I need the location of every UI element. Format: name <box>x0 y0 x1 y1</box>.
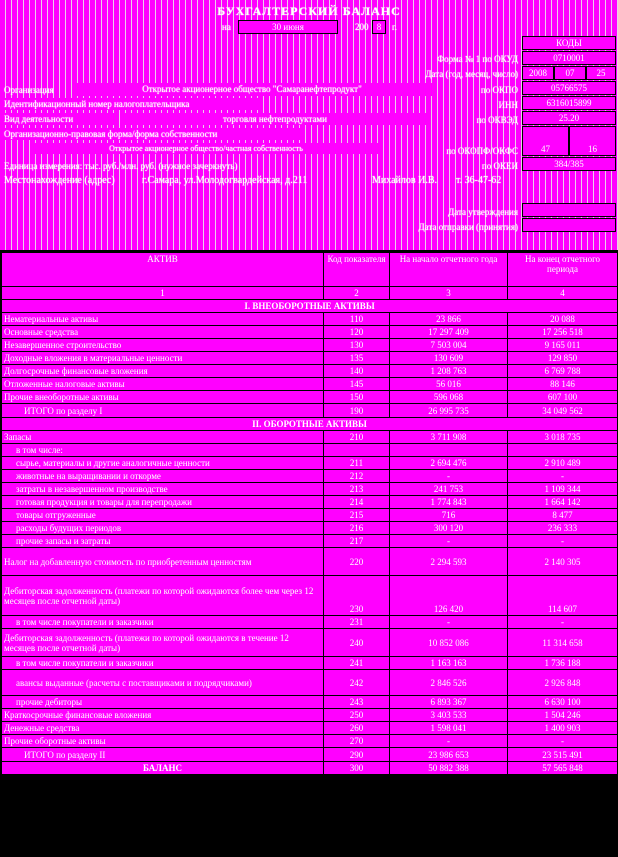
row-begin-value: 2 846 526 <box>390 670 508 696</box>
row-code: 250 <box>324 709 390 722</box>
year-prefix: 200 <box>355 22 369 32</box>
row-begin-value: 1 163 163 <box>390 657 508 670</box>
row-end-value: 236 333 <box>508 522 618 535</box>
approve-date-label: Дата утверждения <box>448 207 518 217</box>
row-begin-value: 300 120 <box>390 522 508 535</box>
table-row <box>2 748 618 762</box>
activity-value: торговля нефтепродуктами <box>120 113 430 125</box>
row-label: Отложенные налоговые активы <box>2 378 324 391</box>
column-header-asset: АКТИВ <box>2 253 324 287</box>
table-row <box>2 616 618 629</box>
row-begin-value: 1 598 041 <box>390 722 508 735</box>
column-number-row <box>2 287 618 300</box>
legal-form-label: Организационно-правовая форма/форма собственности <box>2 128 302 140</box>
column-header-end: На конец отчетного периода <box>508 253 618 287</box>
balance-total-row <box>2 762 618 775</box>
okei-code: 384/385 <box>522 157 616 171</box>
year-digit-field: 8 <box>372 20 386 34</box>
row-label: Прочие оборотные активы <box>2 735 324 748</box>
form-label: Форма № 1 по ОКУД <box>437 54 518 64</box>
row-label: в том числе: <box>2 444 324 457</box>
row-begin-value: 2 694 476 <box>390 457 508 470</box>
row-end-value: 2 926 848 <box>508 670 618 696</box>
legal-form-value: Открытое акционерное общество/частная собственность <box>30 143 382 154</box>
row-begin-value: 130 609 <box>390 352 508 365</box>
section-header-row <box>2 418 618 431</box>
row-label: Дебиторская задолженность (платежи по которой ожидаются более чем через 12 месяцев после отчетной даты) <box>2 576 324 616</box>
row-code: 211 <box>324 457 390 470</box>
row-label: Дебиторская задолженность (платежи по которой ожидаются в течение 12 месяцев после отчетной даты) <box>2 629 324 657</box>
column-number-4: 4 <box>508 287 618 300</box>
contact-person: Михайлов И.В. <box>372 175 438 186</box>
row-code: 230 <box>324 576 390 616</box>
row-end-value: - <box>508 735 618 748</box>
row-code: 214 <box>324 496 390 509</box>
table-row <box>2 313 618 326</box>
row-code: 300 <box>324 762 390 775</box>
row-begin-value: 56 016 <box>390 378 508 391</box>
row-begin-value: 50 882 388 <box>390 762 508 775</box>
row-begin-value: - <box>390 470 508 483</box>
row-label: прочие запасы и затраты <box>2 535 324 548</box>
row-code <box>324 444 390 457</box>
balance-table <box>1 252 618 775</box>
row-begin-value: 17 297 409 <box>390 326 508 339</box>
table-row <box>2 339 618 352</box>
row-label: ИТОГО по разделу II <box>2 748 324 762</box>
okopf-code: 47 <box>522 126 569 156</box>
row-end-value: 114 607 <box>508 576 618 616</box>
send-date-label: Дата отправки (принятия) <box>418 222 518 232</box>
table-row <box>2 352 618 365</box>
activity-label: Вид деятельности <box>2 113 118 125</box>
column-header-begin: На начало отчетного года <box>390 253 508 287</box>
table-row <box>2 670 618 696</box>
row-label: затраты в незавершенном производстве <box>2 483 324 496</box>
row-begin-value: 126 420 <box>390 576 508 616</box>
row-label: Запасы <box>2 431 324 444</box>
row-begin-value: 7 503 004 <box>390 339 508 352</box>
row-end-value: 2 140 305 <box>508 548 618 576</box>
table-row <box>2 496 618 509</box>
phone-number: т. 36-47-62 <box>456 175 502 186</box>
table-row <box>2 365 618 378</box>
row-end-value: 1 109 344 <box>508 483 618 496</box>
table-row <box>2 509 618 522</box>
row-label: Основные средства <box>2 326 324 339</box>
row-begin-value: 10 852 086 <box>390 629 508 657</box>
inn-code: 6316015899 <box>522 96 616 110</box>
row-end-value: - <box>508 535 618 548</box>
row-code: 110 <box>324 313 390 326</box>
section-header-row <box>2 300 618 313</box>
row-end-value: 607 100 <box>508 391 618 404</box>
row-end-value <box>508 444 618 457</box>
table-row <box>2 326 618 339</box>
row-code: 212 <box>324 470 390 483</box>
okved-code: 25.20 <box>522 111 616 125</box>
row-end-value: 1 504 246 <box>508 709 618 722</box>
year-suffix: г. <box>392 22 397 32</box>
row-code: 120 <box>324 326 390 339</box>
row-code: 217 <box>324 535 390 548</box>
row-end-value: - <box>508 616 618 629</box>
table-row <box>2 431 618 444</box>
okpo-code: 05766575 <box>522 81 616 95</box>
date-year-code: 2008 <box>522 66 554 80</box>
table-row <box>2 722 618 735</box>
table-row <box>2 629 618 657</box>
row-begin-value: 2 294 593 <box>390 548 508 576</box>
table-row <box>2 657 618 670</box>
row-code: 242 <box>324 670 390 696</box>
row-label: Долгосрочные финансовые вложения <box>2 365 324 378</box>
row-end-value: 1 664 142 <box>508 496 618 509</box>
row-begin-value: 26 995 735 <box>390 404 508 418</box>
unit-label: Единица измерения: тыс. руб./млн. руб. (нужное зачеркнуть) <box>4 161 238 171</box>
row-begin-value: - <box>390 535 508 548</box>
table-row <box>2 709 618 722</box>
table-row <box>2 457 618 470</box>
date-month-code: 07 <box>554 66 586 80</box>
row-begin-value <box>390 444 508 457</box>
row-code: 231 <box>324 616 390 629</box>
row-label: расходы будущих периодов <box>2 522 324 535</box>
row-begin-value: - <box>390 616 508 629</box>
row-begin-value: 1 774 843 <box>390 496 508 509</box>
row-code: 145 <box>324 378 390 391</box>
row-end-value: 23 515 491 <box>508 748 618 762</box>
row-end-value: 3 018 735 <box>508 431 618 444</box>
row-end-value: 6 630 100 <box>508 696 618 709</box>
row-label: Незавершенное строительство <box>2 339 324 352</box>
row-code: 213 <box>324 483 390 496</box>
row-code: 290 <box>324 748 390 762</box>
row-begin-value: - <box>390 735 508 748</box>
row-end-value: 9 165 011 <box>508 339 618 352</box>
row-label: животные на выращивании и откорме <box>2 470 324 483</box>
row-label: Доходные вложения в материальные ценности <box>2 352 324 365</box>
inn-abbr: ИНН <box>498 100 518 110</box>
row-code: 140 <box>324 365 390 378</box>
table-row <box>2 483 618 496</box>
row-label: Нематериальные активы <box>2 313 324 326</box>
row-end-value: 1 400 903 <box>508 722 618 735</box>
row-label: прочие дебиторы <box>2 696 324 709</box>
row-code: 241 <box>324 657 390 670</box>
row-label: готовая продукция и товары для перепродажи <box>2 496 324 509</box>
row-label: ИТОГО по разделу I <box>2 404 324 418</box>
row-end-value: 1 736 188 <box>508 657 618 670</box>
row-code: 243 <box>324 696 390 709</box>
row-end-value: 34 049 562 <box>508 404 618 418</box>
row-begin-value: 241 753 <box>390 483 508 496</box>
row-label: в том числе покупатели и заказчики <box>2 616 324 629</box>
column-number-2: 2 <box>324 287 390 300</box>
okpo-label: по ОКПО <box>480 85 518 95</box>
row-begin-value: 3 403 533 <box>390 709 508 722</box>
section-title: I. ВНЕОБОРОТНЫЕ АКТИВЫ <box>2 300 618 313</box>
row-end-value: 57 565 848 <box>508 762 618 775</box>
address-label: Местонахождение (адрес) <box>4 175 115 186</box>
table-row <box>2 696 618 709</box>
address-value: г.Самара, ул.Молодогвардейская, д.211 <box>142 175 308 186</box>
row-begin-value: 1 208 763 <box>390 365 508 378</box>
row-label: в том числе покупатели и заказчики <box>2 657 324 670</box>
column-header-code: Код показателя <box>324 253 390 287</box>
table-row <box>2 470 618 483</box>
row-begin-value: 716 <box>390 509 508 522</box>
date-label: Дата (год, месяц, число) <box>425 69 518 79</box>
okfs-code: 16 <box>569 126 616 156</box>
row-label: Краткосрочные финансовые вложения <box>2 709 324 722</box>
date-on-label: на <box>222 22 231 32</box>
row-code: 190 <box>324 404 390 418</box>
row-end-value: 129 850 <box>508 352 618 365</box>
row-end-value: - <box>508 470 618 483</box>
table-row <box>2 522 618 535</box>
row-code: 216 <box>324 522 390 535</box>
row-label: БАЛАНС <box>2 762 324 775</box>
row-label: сырье, материалы и другие аналогичные ценности <box>2 457 324 470</box>
row-end-value: 88 146 <box>508 378 618 391</box>
row-code: 210 <box>324 431 390 444</box>
row-begin-value: 23 986 653 <box>390 748 508 762</box>
codes-header: КОДЫ <box>522 36 616 50</box>
row-code: 260 <box>324 722 390 735</box>
row-begin-value: 6 893 367 <box>390 696 508 709</box>
row-code: 215 <box>324 509 390 522</box>
table-row <box>2 404 618 418</box>
row-label: Денежные средства <box>2 722 324 735</box>
row-code: 135 <box>324 352 390 365</box>
table-row <box>2 548 618 576</box>
row-end-value: 17 256 518 <box>508 326 618 339</box>
okopf-label: по ОКОПФ/ОКФС <box>446 146 518 156</box>
row-label: авансы выданные (расчеты с поставщиками и подрядчиками) <box>2 670 324 696</box>
send-date-field <box>522 218 616 232</box>
row-code: 220 <box>324 548 390 576</box>
table-row <box>2 735 618 748</box>
row-label: товары отгруженные <box>2 509 324 522</box>
table-row <box>2 535 618 548</box>
organization-name: Открытое акционерное общество "Самаранефтепродукт" <box>72 83 432 96</box>
row-label: Налог на добавленную стоимость по приобретенным ценностям <box>2 548 324 576</box>
okei-label: по ОКЕИ <box>481 161 518 171</box>
inn-label: Идентификационный номер налогоплательщика <box>2 98 258 110</box>
row-code: 150 <box>324 391 390 404</box>
approve-date-field <box>522 203 616 217</box>
report-date-field: 30 июня <box>238 20 338 34</box>
section-title: II. ОБОРОТНЫЕ АКТИВЫ <box>2 418 618 431</box>
row-begin-value: 596 068 <box>390 391 508 404</box>
okved-label: по ОКВЭД <box>476 115 518 125</box>
row-end-value: 2 910 489 <box>508 457 618 470</box>
row-end-value: 20 088 <box>508 313 618 326</box>
row-end-value: 8 477 <box>508 509 618 522</box>
row-code: 270 <box>324 735 390 748</box>
table-row <box>2 378 618 391</box>
row-end-value: 6 769 788 <box>508 365 618 378</box>
table-row <box>2 391 618 404</box>
table-header-row <box>2 253 618 287</box>
table-row <box>2 576 618 616</box>
table-row <box>2 444 618 457</box>
page-title: БУХГАЛТЕРСКИЙ БАЛАНС <box>217 4 401 18</box>
date-day-code: 25 <box>586 66 616 80</box>
row-code: 130 <box>324 339 390 352</box>
column-number-1: 1 <box>2 287 324 300</box>
row-code: 240 <box>324 629 390 657</box>
form-code: 0710001 <box>522 51 616 65</box>
column-number-3: 3 <box>390 287 508 300</box>
row-begin-value: 3 711 908 <box>390 431 508 444</box>
row-end-value: 11 314 658 <box>508 629 618 657</box>
row-label: Прочие внеоборотные активы <box>2 391 324 404</box>
row-begin-value: 23 866 <box>390 313 508 326</box>
organization-label: Организация <box>4 85 54 95</box>
